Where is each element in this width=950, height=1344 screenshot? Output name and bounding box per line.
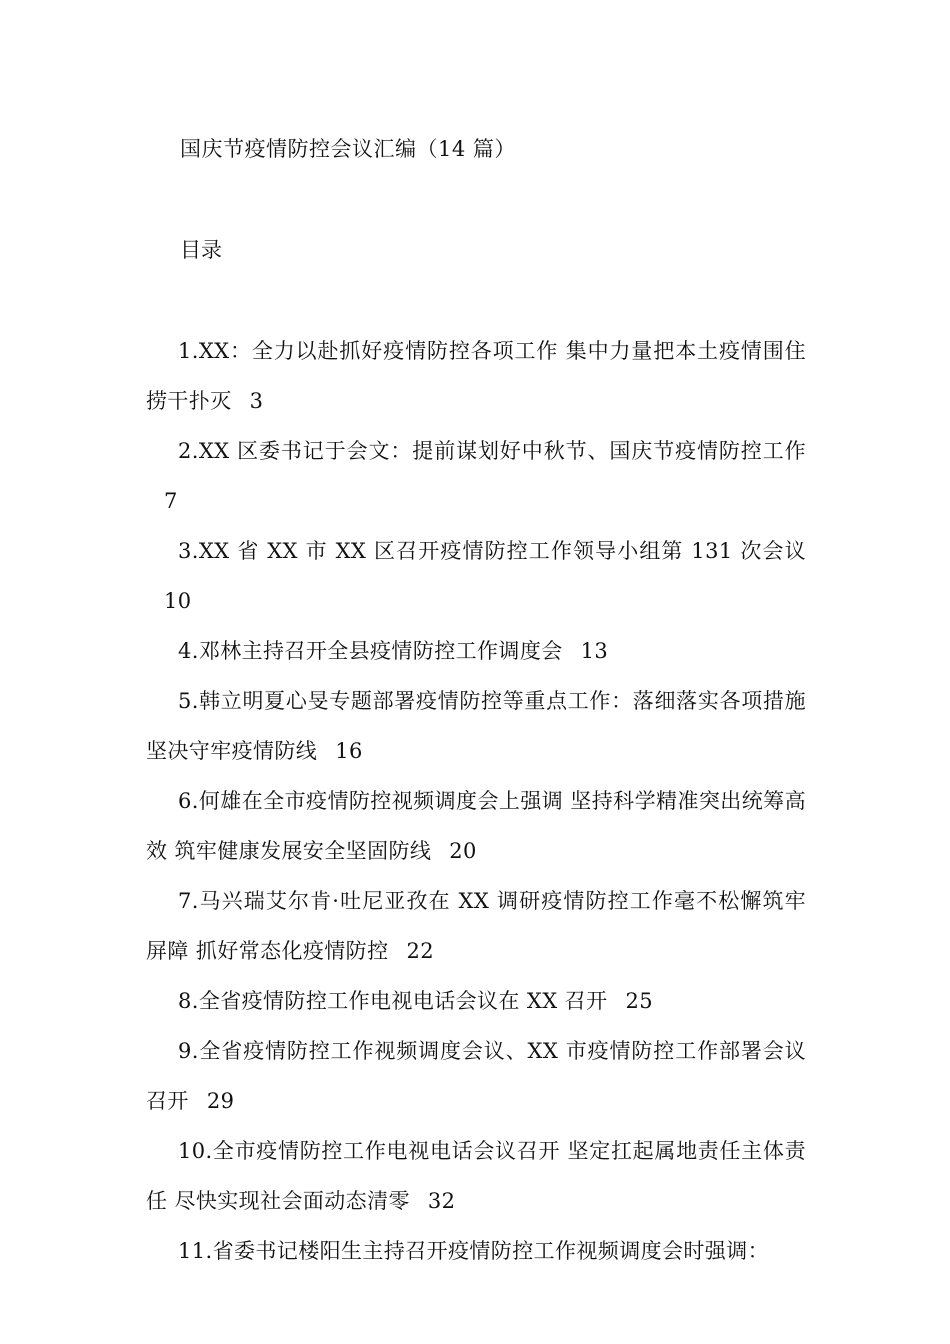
toc-item-page: 16	[335, 739, 363, 763]
toc-item-text: 9.全省疫情防控工作视频调度会议、XX 市疫情防控工作部署会议召开	[146, 1039, 806, 1113]
toc-item	[146, 1226, 806, 1276]
toc-item-text: 8.全省疫情防控工作电视电话会议在 XX 召开	[178, 989, 608, 1013]
document-title: 国庆节疫情防控会议汇编（14 篇）	[180, 137, 516, 161]
toc-item-page: 13	[580, 639, 609, 663]
toc-item	[146, 1026, 806, 1126]
toc-item-text: 7.马兴瑞艾尔肯·吐尼亚孜在 XX 调研疫情防控工作毫不松懈筑牢屏障 抓好常态化疫情防控	[146, 889, 806, 963]
toc-item-page: 7	[164, 489, 178, 513]
toc-item	[146, 676, 814, 776]
toc-item	[146, 1126, 806, 1226]
toc-item	[146, 626, 806, 676]
toc-item-text: 5.韩立明夏心旻专题部署疫情防控等重点工作：落细落实各项措施 坚决守牢疫情防线	[146, 689, 814, 763]
toc-heading: 目录	[180, 238, 222, 262]
toc-item	[146, 526, 806, 626]
toc-item	[146, 776, 806, 876]
toc-item-page: 10	[164, 589, 192, 613]
toc-item-page: 20	[449, 839, 477, 863]
toc-item	[146, 976, 806, 1026]
toc-item-page: 25	[625, 989, 654, 1013]
toc-item-text: 3.XX 省 XX 市 XX 区召开疫情防控工作领导小组第 131 次会议	[178, 539, 806, 563]
toc-item-text: 1.XX：全力以赴抓好疫情防控各项工作 集中力量把本土疫情围住捞干扑灭	[146, 339, 806, 413]
toc-item-page: 22	[406, 939, 435, 963]
toc-item-page: 3	[249, 389, 264, 413]
toc-item-page: 32	[427, 1189, 456, 1213]
toc-item-text: 4.邓林主持召开全县疫情防控工作调度会	[178, 639, 563, 663]
toc-item	[146, 426, 806, 526]
table-of-contents	[146, 326, 814, 1276]
toc-item	[146, 876, 806, 976]
toc-item-text: 10.全市疫情防控工作电视电话会议召开 坚定扛起属地责任主体责任 尽快实现社会面动态清零	[146, 1139, 806, 1213]
toc-item	[146, 326, 806, 426]
toc-item-page: 29	[206, 1089, 235, 1113]
toc-item-text: 6.何雄在全市疫情防控视频调度会上强调 坚持科学精准突出统筹高效 筑牢健康发展安全坚固防线	[146, 789, 806, 863]
toc-item-text: 2.XX 区委书记于会文：提前谋划好中秋节、国庆节疫情防控工作	[178, 439, 806, 463]
toc-item-text: 11.省委书记楼阳生主持召开疫情防控工作视频调度会时强调：	[178, 1239, 769, 1263]
